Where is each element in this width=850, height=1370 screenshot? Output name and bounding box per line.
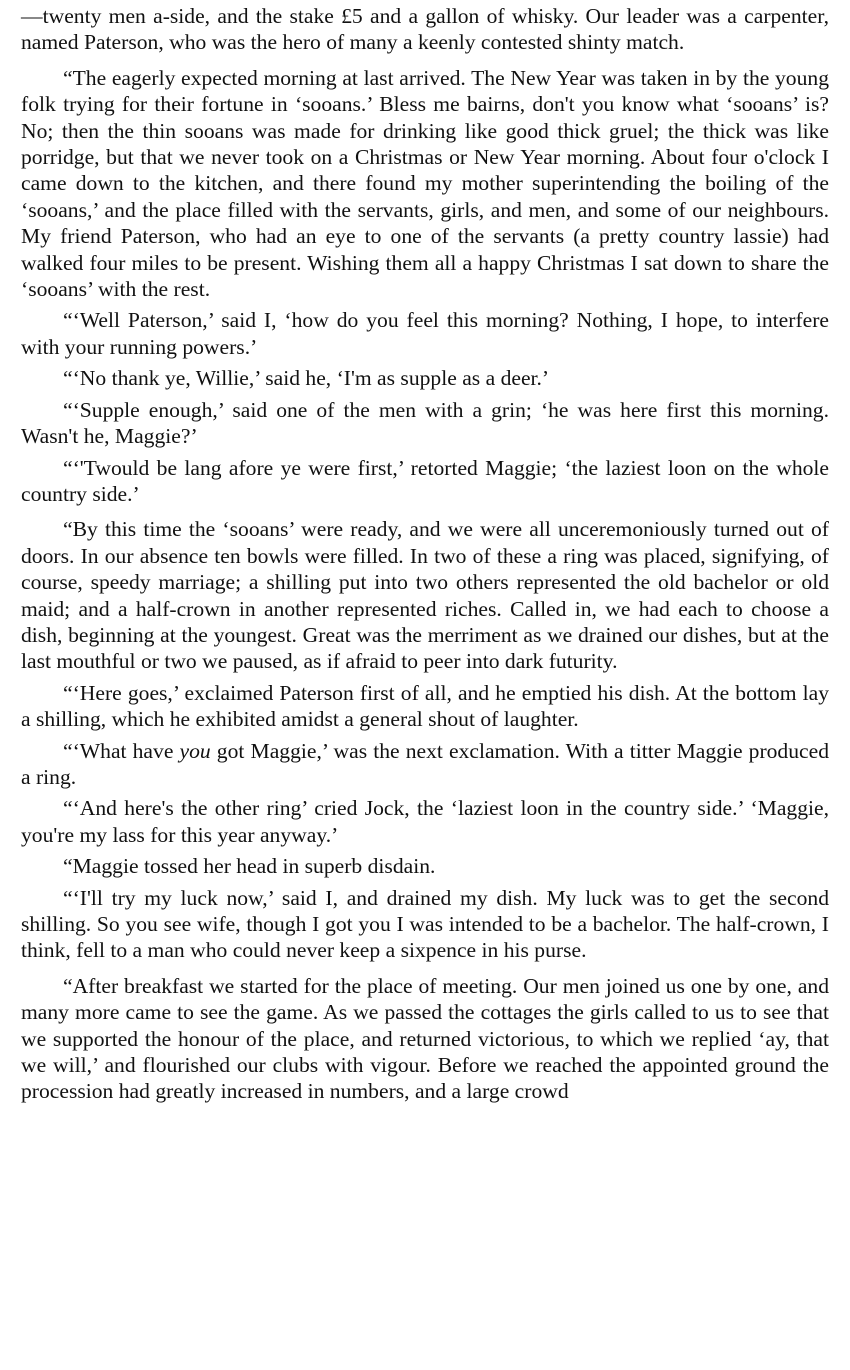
paragraph-9-start: “‘What have xyxy=(63,738,180,763)
document-page xyxy=(21,3,829,1105)
paragraph-9-end: got Maggie,’ was the next exclamation. With a titter Maggie produced a ring. xyxy=(21,738,829,789)
paragraph-9 xyxy=(21,738,829,791)
paragraph-1: —twenty men a-side, and the stake £5 and a gallon of whisky. Our leader was a carpenter, named Paterson, who was the hero of many a keenly contested shinty match. xyxy=(21,4,829,55)
paragraph-8: “‘Here goes,’ exclaimed Paterson first of all, and he emptied his dish. At the bottom lay a shilling, which he exhibited amidst a general shout of laughter. xyxy=(21,680,829,732)
paragraph-2: “The eagerly expected morning at last arrived. The New Year was taken in by the young folk trying for their fortune in ‘sooans.’ Bless me bairns, don't you know what ‘sooans’ is? No; then the thin sooans was made for drinking like good thick gruel; the thick was like porridge, but that we never took on a Christmas or New Year morning. About four o'clock I came down to the kitchen, and there found my mother superintending the boiling of the ‘sooans,’ and the place filled with the servants, girls, and men, and some of our neighbours. My friend Paterson, who had an eye to one of the servants (a pretty country lassie) had walked four miles to be present. Wishing them all a happy Christmas I sat down to share the ‘sooans’ with the rest. xyxy=(21,65,829,302)
paragraph-4: “‘No thank ye, Willie,’ said he, ‘I'm as supple as a deer.’ xyxy=(63,366,550,391)
paragraph-9-italic: you xyxy=(179,738,211,763)
paragraph-6: “‘'Twould be lang afore ye were first,’ retorted Maggie; ‘the laziest loon on the whole country side.’ xyxy=(21,455,829,506)
paragraph-13: “After breakfast we started for the place of meeting. Our men joined us one by one, and many more came to see the game. As we passed the cottages the girls called to us to see that we supported the honour of the place, and returned victorious, to which we replied ‘ay, that we will,’ and flourished our clubs with vigour. Before we reached the appointed ground the procession had greatly increased in numbers, and a large crowd xyxy=(21,973,829,1104)
paragraph-5: “‘Supple enough,’ said one of the men with a grin; ‘he was here first this morning. Wasn't he, Maggie?’ xyxy=(21,397,829,449)
paragraph-3: “‘Well Paterson,’ said I, ‘how do you feel this morning? Nothing, I hope, to interfere with your running powers.’ xyxy=(21,308,829,359)
paragraph-10: “‘And here's the other ring’ cried Jock, the ‘laziest loon in the country side.’ ‘Maggie, you're my lass for this year anyway.’ xyxy=(21,796,829,847)
paragraph-12: “‘I'll try my luck now,’ said I, and drained my dish. My luck was to get the second shilling. So you see wife, though I got you I was intended to be a bachelor. The half-crown, I think, fell to a man who could never keep a sixpence in his purse. xyxy=(21,885,829,963)
paragraph-7: “By this time the ‘sooans’ were ready, and we were all unceremoniously turned out of doors. In our absence ten bowls were filled. In two of these a ring was placed, signifying, of course, speedy marriage; a shilling put into two others represented the old bachelor or old maid; and a half-crown in another represented riches. Called in, we had each to choose a dish, beginning at the youngest. Great was the merriment as we drained our dishes, but at the last mouthful or two we paused, as if afraid to peer into dark futurity. xyxy=(21,517,829,674)
paragraph-11: “Maggie tossed her head in superb disdain. xyxy=(63,854,436,879)
